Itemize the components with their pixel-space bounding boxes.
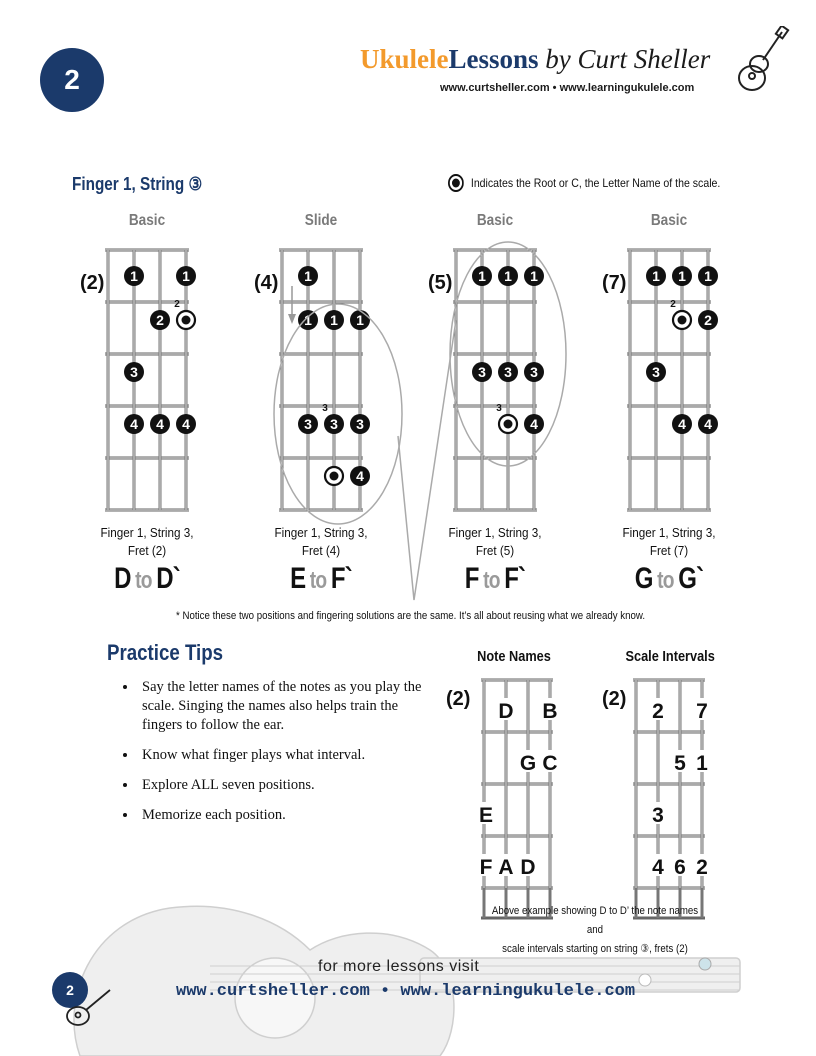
- example-caption-line1: Above example showing D to D’ the note names and: [491, 905, 699, 936]
- finger-number: 1: [652, 268, 660, 284]
- note-names-title: Note Names: [477, 648, 551, 665]
- finger-number: 2: [156, 312, 164, 328]
- footer-urls[interactable]: www.curtsheller.com • www.learningukulele.com: [176, 982, 636, 1001]
- finger-number: 3: [530, 364, 538, 380]
- page-number-badge: 2: [40, 48, 104, 112]
- finger-number: 3: [504, 364, 512, 380]
- fret-letter-label: 2: [696, 856, 708, 879]
- range-range-to: G`: [678, 562, 704, 595]
- range-range-from: G: [634, 562, 653, 595]
- chart-fret-label: (2): [80, 272, 105, 294]
- range-range-to_word: to: [305, 567, 331, 594]
- fret-superscript: 2: [174, 299, 180, 310]
- finger-number: 3: [478, 364, 486, 380]
- chart-caption-line1: Finger 1, String 3,: [100, 525, 194, 540]
- finger-number: 4: [182, 416, 190, 432]
- finger-number: 3: [330, 416, 338, 432]
- finger-number: 3: [356, 416, 364, 432]
- finger-number: 4: [156, 416, 164, 432]
- chart-caption-line2: Fret (7): [649, 543, 689, 558]
- finger-number: 4: [678, 416, 686, 432]
- notice-text: * Notice these two positions and fingering solutions are the same. It’s all about reusing what we already know.: [176, 610, 646, 622]
- range-range-to: F`: [330, 562, 352, 595]
- fretboard-chart: [453, 250, 544, 510]
- brand-lessons: Lessons: [448, 44, 539, 74]
- fret-letter-label: 7: [696, 700, 708, 723]
- range-range-from: F: [464, 562, 479, 595]
- fret-superscript: 3: [322, 403, 328, 414]
- finger-number: 1: [504, 268, 512, 284]
- fret-letter-label: A: [498, 856, 514, 879]
- fret-letter-label: G: [519, 752, 537, 775]
- range-range-from: E: [290, 562, 306, 595]
- more-lessons-text: for more lessons visit: [318, 958, 480, 975]
- fret-letter-label: D: [520, 856, 536, 879]
- finger-number: 2: [704, 312, 712, 328]
- example-caption-line2: scale intervals starting on string ③, frets (2): [502, 943, 688, 955]
- fret-letter-label: 1: [696, 752, 708, 775]
- callout-line: [398, 320, 456, 600]
- fret-letter-label: E: [478, 804, 494, 827]
- range-range-to_word: to: [130, 567, 157, 594]
- range-range-to: D`: [156, 562, 180, 595]
- tip-item: • Know what finger plays what interval.: [138, 746, 438, 765]
- finger-number: 1: [478, 268, 486, 284]
- range-range-to_word: to: [652, 567, 679, 594]
- range-range-from: D: [114, 562, 131, 595]
- finger-number: 1: [330, 312, 338, 328]
- fret-letter-label: D: [498, 700, 514, 723]
- fret-letter-label: 5: [674, 752, 686, 775]
- fret-superscript: 2: [670, 299, 676, 310]
- chart-fret-label: (7): [602, 272, 627, 294]
- finger-number: 1: [530, 268, 538, 284]
- scale-intervals-title: Scale Intervals: [625, 648, 715, 665]
- fret-letter-label: 3: [652, 804, 664, 827]
- root-marker-center: [330, 472, 339, 481]
- tip-item: • Memorize each position.: [138, 806, 438, 825]
- fret-letter-label: 4: [652, 856, 664, 879]
- chart-caption-line1: Finger 1, String 3,: [448, 525, 542, 540]
- chart-title: Basic: [128, 212, 166, 229]
- brand-ukulele: Ukulele: [360, 44, 449, 74]
- section-title: Finger 1, String ③: [72, 174, 203, 194]
- finger-number: 4: [356, 468, 364, 484]
- chart-caption-line2: Fret (4): [301, 543, 341, 558]
- chart-caption-line2: Fret (2): [127, 543, 167, 558]
- practice-tips-list: [118, 678, 438, 836]
- fret-letter-label: F: [479, 856, 493, 879]
- finger-number: 1: [130, 268, 138, 284]
- fret-letter-label: 6: [674, 856, 686, 879]
- finger-number: 1: [304, 312, 312, 328]
- fret-letter-label: B: [542, 700, 558, 723]
- finger-number: 1: [182, 268, 190, 284]
- fret-letter-label: C: [542, 752, 558, 775]
- chart-title: Slide: [304, 212, 338, 229]
- note-names-fret-label: (2): [446, 688, 471, 710]
- root-marker-center: [504, 420, 513, 429]
- range-range-to: F`: [504, 562, 526, 595]
- chart-fret-label: (5): [428, 272, 453, 294]
- scale-intervals-fret-label: (2): [602, 688, 627, 710]
- footer-ukulele-icon: [60, 980, 120, 1030]
- finger-number: 4: [130, 416, 138, 432]
- practice-tips-title: Practice Tips: [107, 640, 224, 665]
- root-marker-center: [182, 316, 191, 325]
- finger-number: 4: [704, 416, 712, 432]
- root-marker-center: [678, 316, 687, 325]
- fretboard-chart: [627, 250, 718, 510]
- tip-item: • Say the letter names of the notes as you play the scale. Singing the names also helps train the fingers to follow the ear.: [138, 678, 438, 735]
- chart-caption-line1: Finger 1, String 3,: [622, 525, 716, 540]
- chart-fret-label: (4): [254, 272, 279, 294]
- fret-superscript: 3: [496, 403, 502, 414]
- header-urls[interactable]: www.curtsheller.com • www.learningukulele.com: [440, 82, 695, 94]
- brand-author: by Curt Sheller: [538, 44, 711, 74]
- finger-number: 4: [530, 416, 538, 432]
- legend-text: Indicates the Root or C, the Letter Name of the scale.: [470, 176, 721, 190]
- chart-title: Basic: [476, 212, 514, 229]
- finger-number: 3: [304, 416, 312, 432]
- finger-number: 1: [356, 312, 364, 328]
- fret-letter-label: 2: [652, 700, 664, 723]
- fretboard-chart: [105, 250, 196, 510]
- finger-number: 1: [678, 268, 686, 284]
- chart-title: Basic: [650, 212, 688, 229]
- chart-caption-line1: Finger 1, String 3,: [274, 525, 368, 540]
- range-range-to_word: to: [478, 567, 505, 594]
- finger-number: 3: [652, 364, 660, 380]
- finger-number: 1: [304, 268, 312, 284]
- chart-caption-line2: Fret (5): [475, 543, 515, 558]
- footer-page-number: 2: [52, 972, 88, 1008]
- finger-number: 3: [130, 364, 138, 380]
- tip-item: • Explore ALL seven positions.: [138, 776, 438, 795]
- highlight-ellipse: [274, 304, 402, 524]
- slide-arrow-head: [288, 314, 296, 324]
- finger-number: 1: [704, 268, 712, 284]
